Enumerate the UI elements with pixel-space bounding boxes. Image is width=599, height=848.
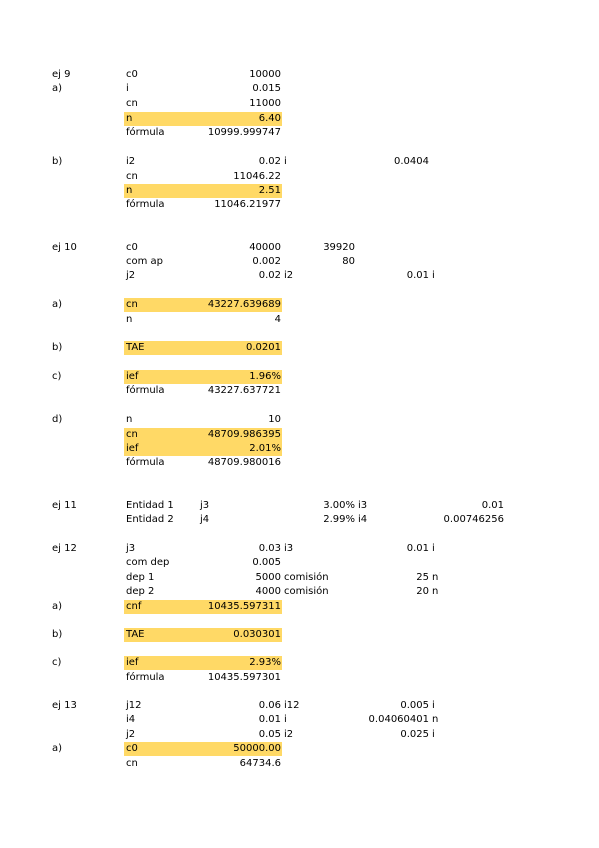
part-label: c) xyxy=(52,657,62,668)
cell-value: 0.01 xyxy=(406,543,429,554)
part-label: b) xyxy=(52,156,63,167)
exercise-label: ej 12 xyxy=(52,543,77,554)
cell-label: c0 xyxy=(126,743,138,754)
part-label: b) xyxy=(52,629,63,640)
cell-label: fórmula xyxy=(126,385,165,396)
cell-value: 10435.597301 xyxy=(207,672,281,683)
exercise-label: ej 11 xyxy=(52,500,77,511)
cell-label: i xyxy=(126,83,129,94)
exercise-label: ej 10 xyxy=(52,242,77,253)
cell-label: i xyxy=(432,270,435,281)
cell-label: fórmula xyxy=(126,457,165,468)
cell-value: 0.005 xyxy=(252,557,281,568)
cell-label: n xyxy=(432,714,439,725)
part-label: a) xyxy=(52,299,63,310)
cell-value: 2.51 xyxy=(258,185,281,196)
cell-value: 40000 xyxy=(249,242,281,253)
cell-value: 2.93% xyxy=(249,657,281,668)
cell-value: 0.04060401 xyxy=(368,714,429,725)
cell-label: j3 xyxy=(200,500,210,511)
part-label: a) xyxy=(52,601,63,612)
cell-label: fórmula xyxy=(126,199,165,210)
cell-value: 6.40 xyxy=(258,113,281,124)
cell-value: 0.0201 xyxy=(246,342,281,353)
cell-value: 0.015 xyxy=(252,83,281,94)
cell-label: com ap xyxy=(126,256,164,267)
part-label: c) xyxy=(52,371,62,382)
cell-label: i2 xyxy=(284,729,294,740)
cell-value: 0.05 xyxy=(258,729,281,740)
cell-label: i3 xyxy=(284,543,294,554)
cell-value: 20 xyxy=(416,586,429,597)
cell-label: j12 xyxy=(126,700,142,711)
cell-value: 64734.6 xyxy=(239,758,281,769)
cell-label: j2 xyxy=(126,729,136,740)
cell-label: c0 xyxy=(126,69,138,80)
cell-label: n xyxy=(126,185,133,196)
cell-label: j4 xyxy=(200,514,210,525)
cell-label: TAE xyxy=(126,342,145,353)
cell-label: n xyxy=(432,586,439,597)
cell-value: 11046.21977 xyxy=(214,199,281,210)
cell-label: i2 xyxy=(284,270,294,281)
cell-label: i12 xyxy=(284,700,300,711)
cell-value: 10000 xyxy=(249,69,281,80)
part-label: a) xyxy=(52,83,63,94)
cell-value: 3.00% xyxy=(323,500,355,511)
cell-value: 10999.999747 xyxy=(207,127,281,138)
cell-value: 50000.00 xyxy=(233,743,281,754)
cell-value: 80 xyxy=(342,256,355,267)
cell-value: 0.01 xyxy=(258,714,281,725)
cell-label: com dep xyxy=(126,557,170,568)
cell-label: comisión xyxy=(284,586,329,597)
cell-value: 0.030301 xyxy=(233,629,281,640)
cell-value: 1.96% xyxy=(249,371,281,382)
cell-value: 0.03 xyxy=(258,543,281,554)
part-label: d) xyxy=(52,414,63,425)
cell-label: i xyxy=(284,156,287,167)
cell-value: 0.02 xyxy=(258,156,281,167)
cell-label: i xyxy=(432,729,435,740)
cell-value: 4000 xyxy=(255,586,281,597)
cell-value: 0.005 xyxy=(400,700,429,711)
part-label: b) xyxy=(52,342,63,353)
cell-label: i4 xyxy=(358,514,368,525)
cell-label: j2 xyxy=(126,270,136,281)
cell-label: i3 xyxy=(358,500,368,511)
cell-label: i xyxy=(432,700,435,711)
cell-label: cn xyxy=(126,98,138,109)
cell-value: 11000 xyxy=(249,98,281,109)
cell-value: 5000 xyxy=(255,572,281,583)
cell-label: i xyxy=(284,714,287,725)
cell-value: 2.99% xyxy=(323,514,355,525)
cell-label: n xyxy=(126,113,133,124)
cell-value: 43227.639689 xyxy=(207,299,281,310)
cell-value: 0.06 xyxy=(258,700,281,711)
exercise-label: ej 9 xyxy=(52,69,71,80)
cell-label: c0 xyxy=(126,242,138,253)
cell-label: i4 xyxy=(126,714,136,725)
cell-label: i xyxy=(432,543,435,554)
cell-value: 4 xyxy=(274,314,281,325)
cell-label: n xyxy=(126,414,133,425)
cell-value: 10 xyxy=(268,414,281,425)
cell-value: 25 xyxy=(416,572,429,583)
cell-label: cn xyxy=(126,299,138,310)
cell-value: 43227.637721 xyxy=(207,385,281,396)
cell-label: j3 xyxy=(126,543,136,554)
cell-label: i2 xyxy=(126,156,136,167)
cell-value: 0.0404 xyxy=(394,156,429,167)
cell-value: 0.002 xyxy=(252,256,281,267)
cell-label: n xyxy=(126,314,133,325)
cell-label: Entidad 1 xyxy=(126,500,174,511)
cell-label: cn xyxy=(126,171,138,182)
cell-label: ief xyxy=(126,371,139,382)
cell-label: cn xyxy=(126,429,138,440)
cell-label: fórmula xyxy=(126,672,165,683)
cell-value: 39920 xyxy=(323,242,355,253)
cell-label: cnf xyxy=(126,601,142,612)
cell-value: 11046.22 xyxy=(233,171,281,182)
part-label: a) xyxy=(52,743,63,754)
cell-value: 0.00746256 xyxy=(443,514,504,525)
cell-value: 0.025 xyxy=(400,729,429,740)
cell-label: cn xyxy=(126,758,138,769)
cell-label: dep 2 xyxy=(126,586,155,597)
cell-label: ief xyxy=(126,657,139,668)
cell-label: fórmula xyxy=(126,127,165,138)
cell-label: ief xyxy=(126,443,139,454)
cell-value: 2.01% xyxy=(249,443,281,454)
cell-value: 0.01 xyxy=(481,500,504,511)
cell-value: 0.01 xyxy=(406,270,429,281)
exercise-label: ej 13 xyxy=(52,700,77,711)
cell-label: n xyxy=(432,572,439,583)
cell-label: dep 1 xyxy=(126,572,155,583)
cell-value: 48709.980016 xyxy=(207,457,281,468)
cell-value: 48709.986395 xyxy=(207,429,281,440)
cell-label: Entidad 2 xyxy=(126,514,174,525)
cell-label: TAE xyxy=(126,629,145,640)
cell-value: 10435.597311 xyxy=(207,601,281,612)
cell-label: comisión xyxy=(284,572,329,583)
cell-value: 0.02 xyxy=(258,270,281,281)
